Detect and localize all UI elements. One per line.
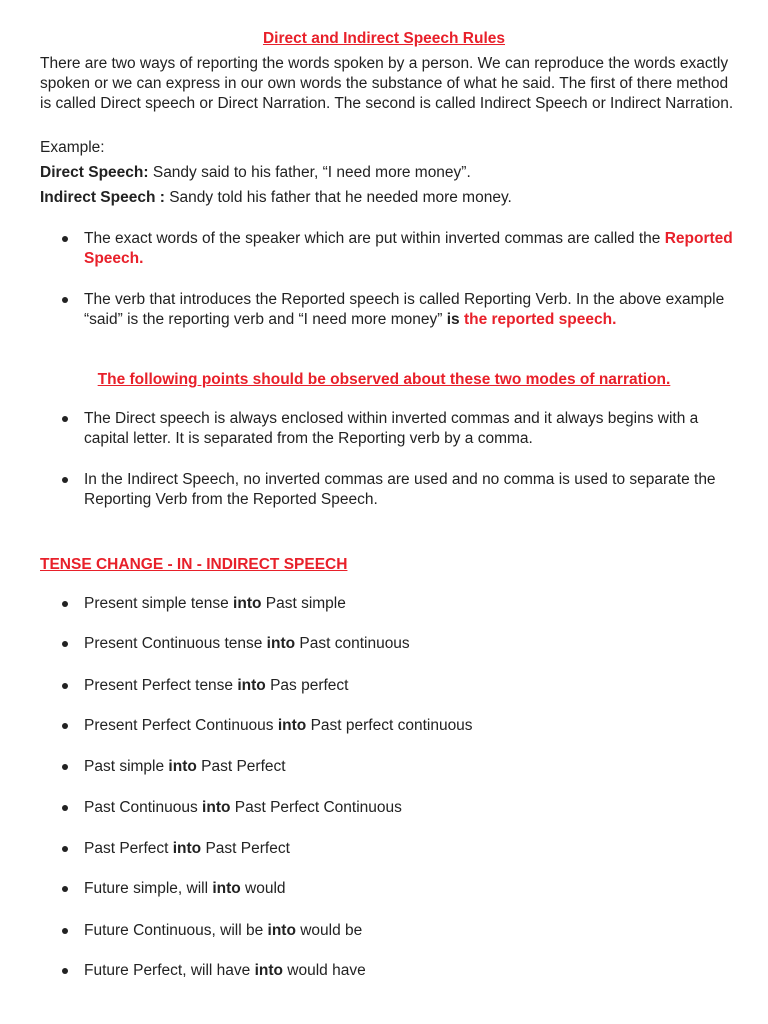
tense-list-item: Future Perfect, will have into would have [62, 961, 742, 981]
list-item: The verb that introduces the Reported speech is called Reporting Verb. In the above example “said” is the reporting verb and “I need more money” is the reported speech. [62, 290, 742, 330]
highlight-text: Reported Speech. [84, 230, 733, 267]
section-subheading: The following points should be observed about these two modes of narration. [97, 371, 671, 388]
indirect-speech-example [40, 188, 740, 208]
bullet-icon [62, 236, 68, 242]
highlight-text: the reported speech. [463, 311, 617, 328]
tense-list-item: Present Continuous tense into Past continuous [62, 634, 742, 654]
bullet-icon [62, 968, 68, 974]
tense-list-item: Present simple tense into Past simple [62, 594, 742, 614]
tense-list-item: Past Continuous into Past Perfect Continuous [62, 798, 742, 818]
intro-paragraph: There are two ways of reporting the words spoken by a person. We can reproduce the words exactly spoken or we can express in our own words the substance of what he said. The first of there method is called Direct speech or Direct Narration. The second is called Indirect Speech or Indirect Narration. [40, 55, 734, 112]
indirect-speech-label: Indirect Speech : [40, 189, 165, 206]
list-item: The exact words of the speaker which are put within inverted commas are called the Reported Speech. [62, 229, 742, 269]
bullet-icon [62, 928, 68, 934]
bullet-icon [62, 723, 68, 729]
tense-list-item: Past simple into Past Perfect [62, 757, 742, 777]
bullet-icon [62, 641, 68, 647]
bullet-icon [62, 416, 68, 422]
tense-list-item: Past Perfect into Past Perfect [62, 839, 742, 859]
bullet-icon [62, 886, 68, 892]
tense-list-item: Future Continuous, will be into would be [62, 921, 742, 941]
example-label: Example: [40, 139, 105, 156]
tense-change-heading: TENSE CHANGE - IN - INDIRECT SPEECH [40, 556, 348, 573]
direct-speech-example [40, 163, 740, 183]
direct-speech-label: Direct Speech: [40, 164, 149, 181]
list-item: In the Indirect Speech, no inverted commas are used and no comma is used to separate the Reporting Verb from the Reported Speech. [62, 470, 742, 510]
bullet-icon [62, 601, 68, 607]
tense-list-item: Present Perfect Continuous into Past perfect continuous [62, 716, 742, 736]
bullet-icon [62, 683, 68, 689]
indirect-speech-text: Sandy told his father that he needed more money. [164, 189, 512, 206]
page-title: Direct and Indirect Speech Rules [262, 30, 506, 47]
bullet-icon [62, 764, 68, 770]
bullet-icon [62, 477, 68, 483]
direct-speech-text: Sandy said to his father, “I need more money”. [148, 164, 471, 181]
bullet-icon [62, 805, 68, 811]
list-item: The Direct speech is always enclosed within inverted commas and it always begins with a capital letter. It is separated from the Reporting verb by a comma. [62, 409, 742, 449]
tense-list-item: Future simple, will into would [62, 879, 742, 899]
bullet-icon [62, 846, 68, 852]
tense-list-item: Present Perfect tense into Pas perfect [62, 676, 742, 696]
bullet-icon [62, 297, 68, 303]
